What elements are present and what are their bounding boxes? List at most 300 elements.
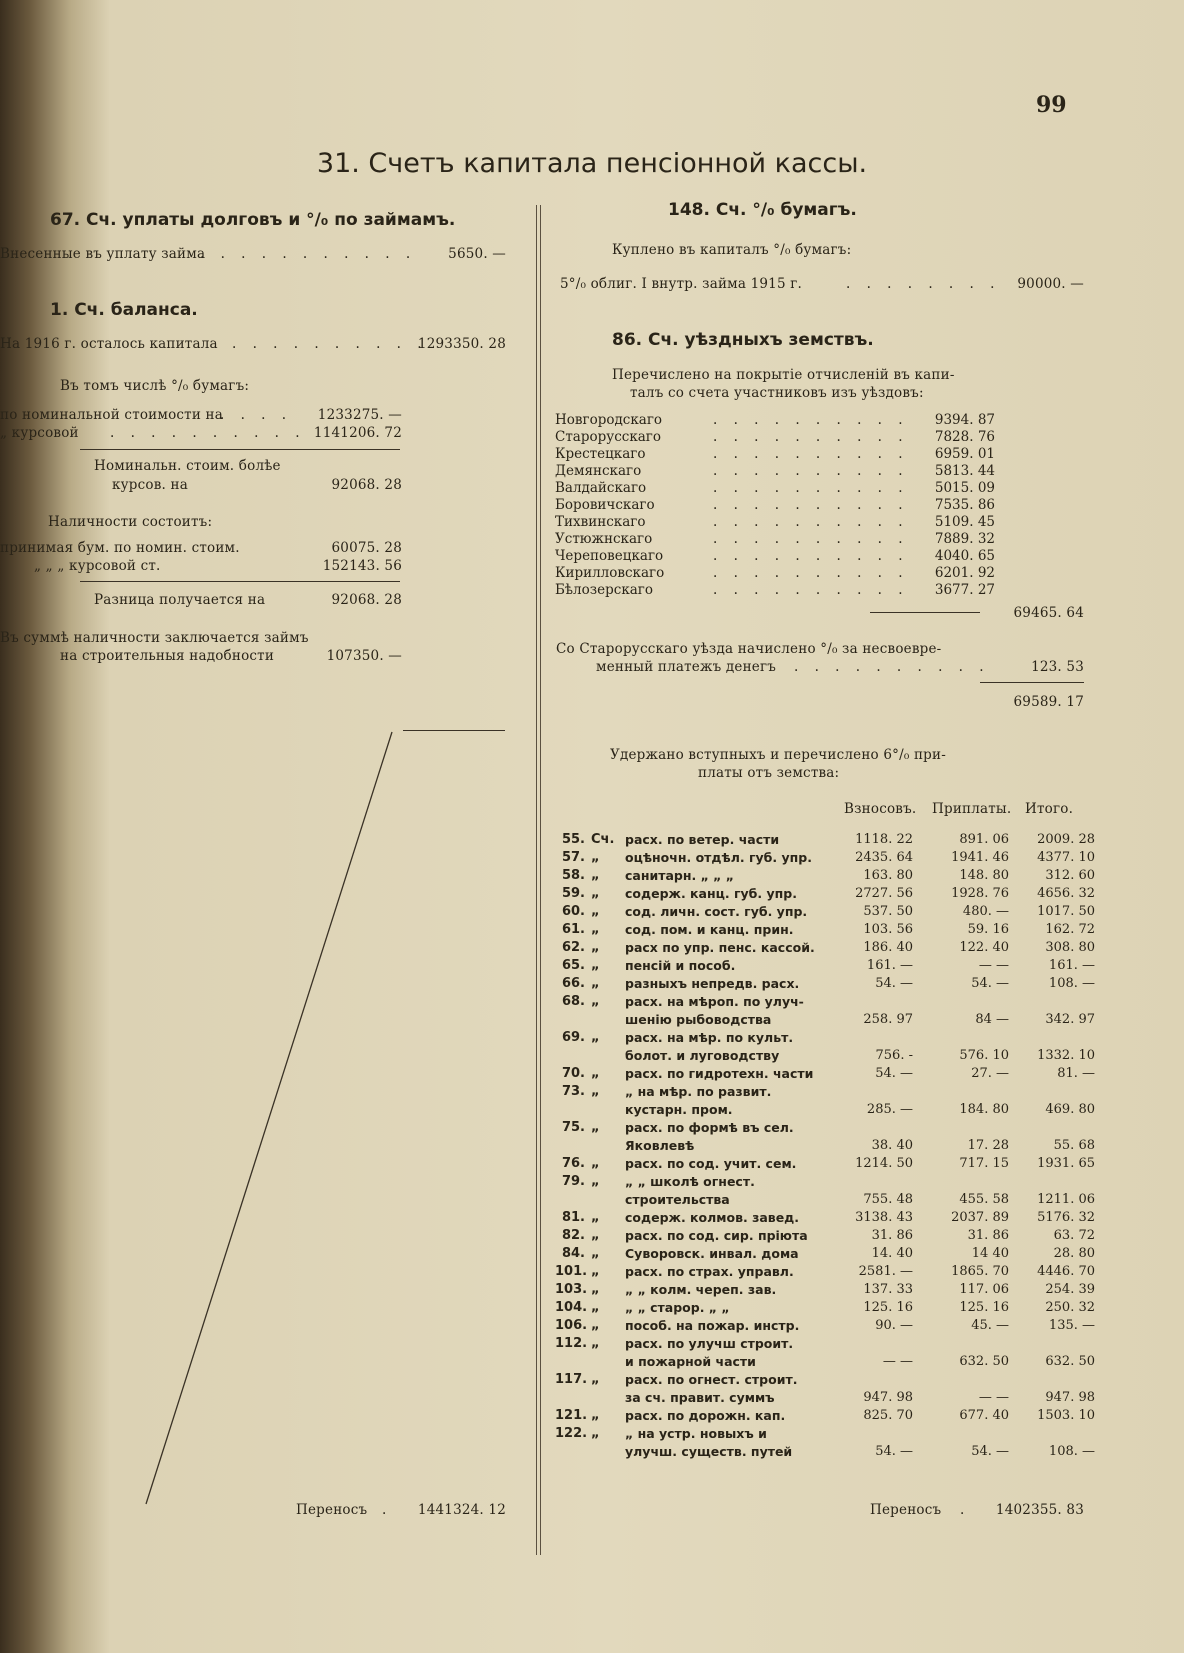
- account-description: Яковлевѣ: [625, 1138, 695, 1153]
- carry-value-right: 1402355. 83: [995, 1502, 1084, 1518]
- account-prefix: „: [591, 886, 600, 901]
- supplement-value: 677. 40: [959, 1408, 1009, 1423]
- zemstvo-row: [555, 463, 995, 480]
- total-value: 81. —: [1057, 1066, 1095, 1081]
- supplement-value: 1928. 76: [951, 886, 1009, 901]
- supplement-value: 17. 28: [967, 1138, 1009, 1153]
- contribution-value: 258. 97: [863, 1012, 913, 1027]
- account-prefix: „: [591, 904, 600, 919]
- contribution-value: 54. —: [875, 976, 913, 991]
- contribution-value: 125. 16: [863, 1300, 913, 1315]
- table-row: [555, 1246, 1095, 1264]
- zemstvo-row: [555, 514, 995, 531]
- zemstvo-name: Череповецкаго: [555, 548, 664, 564]
- zemstvo-value: 5109. 45: [934, 514, 995, 530]
- contribution-value: 755. 48: [863, 1192, 913, 1207]
- account-description: расх. по страх. управл.: [625, 1264, 794, 1279]
- col-header-contrib: Взносовъ.: [844, 801, 917, 817]
- supplement-value: 717. 15: [959, 1156, 1009, 1171]
- total-value: 469. 80: [1045, 1102, 1095, 1117]
- diff1-value: 92068. 28: [331, 477, 402, 493]
- table-row: [555, 976, 1095, 994]
- leader-dots: . . . . . . . . . .: [713, 412, 909, 428]
- account-description: шенію рыбоводства: [625, 1012, 772, 1027]
- leader-dots: . . . . . . . . . .: [794, 659, 990, 675]
- account-number: 81.: [561, 1210, 585, 1225]
- account-prefix: „: [591, 868, 600, 883]
- account-description: расх. по сод. сир. пріюта: [625, 1228, 808, 1243]
- account-description: расх. по гидротехн. части: [625, 1066, 814, 1081]
- account-prefix: „: [591, 1264, 600, 1279]
- account-prefix: „: [591, 1066, 600, 1081]
- total-value: 28. 80: [1053, 1246, 1095, 1261]
- table-row: [555, 1210, 1095, 1228]
- rule: [80, 581, 400, 582]
- contribution-value: 756. -: [875, 1048, 913, 1063]
- account-description: за сч. правит. суммъ: [625, 1390, 775, 1405]
- table-row: [555, 1084, 1095, 1120]
- account-prefix: „: [591, 1408, 600, 1423]
- supplement-value: 122. 40: [959, 940, 1009, 955]
- carry-dot-left: .: [382, 1502, 387, 1518]
- zemstvo-value: 7828. 76: [934, 429, 995, 445]
- account-prefix: „: [591, 1030, 600, 1045]
- page-title: 31. Счетъ капитала пенсіонной кассы.: [316, 148, 868, 179]
- account-prefix: „: [591, 1246, 600, 1261]
- table-row: [555, 904, 1095, 922]
- table-row: [555, 1120, 1095, 1156]
- table-row: [555, 1336, 1095, 1372]
- cash-course-label: „ „ „ курсовой ст.: [34, 558, 161, 574]
- nominal-value: 1233275. —: [317, 407, 402, 423]
- account-number: 84.: [561, 1246, 585, 1261]
- contribution-value: 54. —: [875, 1444, 913, 1459]
- contribution-value: 31. 86: [871, 1228, 913, 1243]
- supplement-value: — —: [978, 958, 1009, 973]
- account-number: 103.: [555, 1282, 588, 1297]
- table-row: [555, 1228, 1095, 1246]
- account-prefix: „: [591, 976, 600, 991]
- zemstvo-value: 4040. 65: [934, 548, 995, 564]
- zemstvo-name: Боровичскаго: [555, 497, 655, 513]
- contribution-value: 825. 70: [863, 1408, 913, 1423]
- account-number: 60.: [561, 904, 585, 919]
- account-prefix: „: [591, 1120, 600, 1135]
- account-description: расх. по формѣ въ сел.: [625, 1120, 794, 1135]
- table-row: [555, 886, 1095, 904]
- leader-dots: . . . . . . . . . .: [110, 425, 306, 441]
- account-number: 66.: [561, 976, 585, 991]
- account-description: „ „ колм. череп. зав.: [625, 1282, 777, 1297]
- account-prefix: „: [591, 1228, 600, 1243]
- loan-value: 107350. —: [326, 648, 402, 664]
- supplement-value: 27. —: [971, 1066, 1009, 1081]
- total-value: 1931. 65: [1037, 1156, 1095, 1171]
- zemstvo-row: [555, 565, 995, 582]
- total-value: 632. 50: [1045, 1354, 1095, 1369]
- account-number: 75.: [561, 1120, 585, 1135]
- contribution-value: 947. 98: [863, 1390, 913, 1405]
- account-prefix: „: [591, 1210, 600, 1225]
- account-description: Суворовск. инвал. дома: [625, 1246, 799, 1261]
- leader-dots: . . . . . . . . . .: [713, 531, 909, 547]
- nominal-label: по номинальной стоимости на: [0, 407, 223, 423]
- supplement-value: 1865. 70: [951, 1264, 1009, 1279]
- cancel-stroke: [140, 728, 400, 1508]
- account-prefix: „: [591, 1282, 600, 1297]
- zemstvo-name: Бѣлозерскаго: [555, 582, 654, 598]
- contribution-value: 285. —: [866, 1102, 913, 1117]
- leader-dots: . . . . . . . . . .: [713, 480, 909, 496]
- account-description: пенсій и пособ.: [625, 958, 736, 973]
- contribution-value: 186. 40: [863, 940, 913, 955]
- account-number: 101.: [555, 1264, 588, 1279]
- s67-heading: 67. Сч. уплаты долговъ и °/₀ по займамъ.: [50, 210, 456, 230]
- supplement-value: 31. 86: [967, 1228, 1009, 1243]
- col-header-supplement: Приплаты.: [932, 801, 1012, 817]
- contribution-value: 537. 50: [863, 904, 913, 919]
- s86-heading: 86. Сч. уѣздныхъ земствъ.: [612, 330, 874, 350]
- table-row: [555, 1264, 1095, 1282]
- account-description: содерж. колмов. завед.: [625, 1210, 800, 1225]
- table-row: [555, 1282, 1095, 1300]
- zemstvo-value: 6201. 92: [934, 565, 995, 581]
- zemstvo-value: 3677. 27: [934, 582, 995, 598]
- zemstvo-name: Устюжнскаго: [555, 531, 653, 547]
- account-description: улучш. существ. путей: [625, 1444, 793, 1459]
- cash-course-value: 152143. 56: [322, 558, 402, 574]
- s86-total: 69589. 17: [1013, 694, 1084, 710]
- table-row: [555, 1156, 1095, 1174]
- leader-dots: . . . . . . . . . .: [713, 565, 909, 581]
- rule: [80, 449, 400, 450]
- total-value: 135. —: [1048, 1318, 1095, 1333]
- zemstvo-row: [555, 548, 995, 565]
- s148-heading: 148. Сч. °/₀ бумагъ.: [668, 200, 857, 220]
- leader-dots: . . . . . . . . . .: [713, 463, 909, 479]
- account-prefix: „: [591, 1084, 600, 1099]
- table-row: [555, 1066, 1095, 1084]
- account-description: сод. личн. сост. губ. упр.: [625, 904, 808, 919]
- supplement-value: 117. 06: [959, 1282, 1009, 1297]
- account-number: 122.: [555, 1426, 588, 1441]
- total-value: 1211. 06: [1037, 1192, 1095, 1207]
- account-number: 73.: [561, 1084, 585, 1099]
- account-description: и пожарной части: [625, 1354, 756, 1369]
- contribution-value: 2581. —: [858, 1264, 913, 1279]
- zemstvo-value: 7535. 86: [934, 497, 995, 513]
- account-number: 121.: [555, 1408, 588, 1423]
- supplement-value: 54. —: [971, 1444, 1009, 1459]
- account-prefix: „: [591, 1426, 600, 1441]
- table-row: [555, 940, 1095, 958]
- contribution-value: 2727. 56: [855, 886, 913, 901]
- leader-dots: . . . . . . . .: [846, 276, 1001, 292]
- account-number: 58.: [561, 868, 585, 883]
- zemstvo-row: [555, 446, 995, 463]
- zemstvo-name: Тихвинскаго: [555, 514, 646, 530]
- column-divider-2: [540, 205, 541, 1555]
- account-description: „ на мѣр. по развит.: [625, 1084, 772, 1099]
- table-row: [555, 1174, 1095, 1210]
- leader-dots: . . . . . . . . . .: [713, 497, 909, 513]
- s1-heading: 1. Сч. баланса.: [50, 300, 198, 320]
- supplement-value: 480. —: [962, 904, 1009, 919]
- table-row: [555, 832, 1095, 850]
- zemstvo-name: Новгородскаго: [555, 412, 663, 428]
- supplement-value: 84 —: [975, 1012, 1009, 1027]
- penalty-line1: Со Старорусскаго уѣзда начислено °/₀ за несвоевре-: [556, 641, 942, 657]
- total-value: 250. 32: [1045, 1300, 1095, 1315]
- account-number: 117.: [555, 1372, 588, 1387]
- account-description: кустарн. пром.: [625, 1102, 733, 1117]
- carry-dot-right: .: [960, 1502, 965, 1518]
- cash-nom-value: 60075. 28: [331, 540, 402, 556]
- account-prefix: „: [591, 940, 600, 955]
- leader-dots: . . . . . . . . . .: [232, 336, 428, 352]
- account-number: 79.: [561, 1174, 585, 1189]
- total-value: 308. 80: [1045, 940, 1095, 955]
- diff1-line1: Номинальн. стоим. болѣе: [94, 458, 281, 474]
- table-row: [555, 1372, 1095, 1408]
- table-row: [555, 1300, 1095, 1318]
- zemstvo-name: Кирилловскаго: [555, 565, 665, 581]
- total-value: 342. 97: [1045, 1012, 1095, 1027]
- contribution-value: 54. —: [875, 1066, 913, 1081]
- account-prefix: „: [591, 1156, 600, 1171]
- account-prefix: „: [591, 850, 600, 865]
- account-prefix: „: [591, 1372, 600, 1387]
- column-divider: [536, 205, 537, 1555]
- total-value: 2009. 28: [1037, 832, 1095, 847]
- account-description: „ на устр. новыхъ и: [625, 1426, 767, 1441]
- account-description: расх. по ветер. части: [625, 832, 780, 847]
- total-value: 63. 72: [1053, 1228, 1095, 1243]
- s67-line-label: Внесенные въ уплату займа: [0, 246, 206, 262]
- zemstvo-name: Валдайскаго: [555, 480, 647, 496]
- account-prefix: „: [591, 1300, 600, 1315]
- supplement-value: — —: [978, 1390, 1009, 1405]
- total-value: 1332. 10: [1037, 1048, 1095, 1063]
- contribution-value: 163. 80: [863, 868, 913, 883]
- carry-label-left: Переносъ: [296, 1502, 368, 1518]
- withheld-line1: Удержано вступныхъ и перечислено 6°/₀ при-: [610, 747, 946, 763]
- s148-line-value: 90000. —: [1017, 276, 1084, 292]
- course-value: 1141206. 72: [313, 425, 402, 441]
- s148-line-label: 5°/₀ облиг. I внутр. займа 1915 г.: [560, 276, 802, 292]
- supplement-value: 14 40: [971, 1246, 1009, 1261]
- supplement-value: 576. 10: [959, 1048, 1009, 1063]
- supplement-value: 148. 80: [959, 868, 1009, 883]
- contribution-value: — —: [882, 1354, 913, 1369]
- s1-line-label: На 1916 г. осталось капитала: [0, 336, 218, 352]
- account-number: 59.: [561, 886, 585, 901]
- contribution-value: 38. 40: [871, 1138, 913, 1153]
- supplement-value: 632. 50: [959, 1354, 1009, 1369]
- account-number: 82.: [561, 1228, 585, 1243]
- leader-dots: . . . . . . . . . .: [713, 582, 909, 598]
- incl-heading: Въ томъ числѣ °/₀ бумагъ:: [60, 378, 250, 394]
- account-prefix: „: [591, 994, 600, 1009]
- account-number: 69.: [561, 1030, 585, 1045]
- account-number: 62.: [561, 940, 585, 955]
- total-value: 4656. 32: [1037, 886, 1095, 901]
- course-label: „ курсовой: [0, 425, 79, 441]
- table-row: [555, 850, 1095, 868]
- account-prefix: Сч.: [591, 832, 615, 847]
- contribution-value: 161. —: [866, 958, 913, 973]
- zemstvo-name: Старорусскаго: [555, 429, 662, 445]
- carry-label-right: Переносъ: [870, 1502, 942, 1518]
- account-number: 61.: [561, 922, 585, 937]
- account-prefix: „: [591, 1336, 600, 1351]
- zemstvo-value: 6959. 01: [934, 446, 995, 462]
- account-description: пособ. на пожар. инстр.: [625, 1318, 800, 1333]
- supplement-value: 455. 58: [959, 1192, 1009, 1207]
- total-value: 55. 68: [1053, 1138, 1095, 1153]
- leader-dots: . . . . . . . . . .: [713, 548, 909, 564]
- diff2-value: 92068. 28: [331, 592, 402, 608]
- contribution-value: 1214. 50: [855, 1156, 913, 1171]
- account-description: болот. и луговодству: [625, 1048, 780, 1063]
- total-value: 161. —: [1048, 958, 1095, 973]
- account-description: расх. на мѣр. по культ.: [625, 1030, 794, 1045]
- account-description: „ „ школѣ огнест.: [625, 1174, 755, 1189]
- leader-dots: . . . . . . . . . . .: [200, 246, 417, 262]
- loan-line2: на строительныя надобности: [60, 648, 275, 664]
- s86-sub-line2: талъ со счета участниковъ изъ уѣздовъ:: [630, 385, 924, 401]
- zemstvo-value: 5813. 44: [934, 463, 995, 479]
- leader-dots: . . . . . . . . . .: [713, 514, 909, 530]
- zemstvo-row: [555, 582, 995, 599]
- total-value: 108. —: [1048, 1444, 1095, 1459]
- total-value: 947. 98: [1045, 1390, 1095, 1405]
- loan-line1: Въ суммѣ наличности заключается займъ: [0, 630, 309, 646]
- supplement-value: 125. 16: [959, 1300, 1009, 1315]
- diff2-label: Разница получается на: [94, 592, 266, 608]
- s1-line-value: 1293350. 28: [417, 336, 506, 352]
- rule: [403, 730, 505, 731]
- account-number: 70.: [561, 1066, 585, 1081]
- zemstvo-value: 5015. 09: [934, 480, 995, 496]
- account-number: 112.: [555, 1336, 588, 1351]
- contribution-value: 90. —: [875, 1318, 913, 1333]
- account-description: сод. пом. и канц. прин.: [625, 922, 794, 937]
- total-value: 108. —: [1048, 976, 1095, 991]
- contribution-value: 2435. 64: [855, 850, 913, 865]
- table-row: [555, 1408, 1095, 1426]
- zemstvo-name: Демянскаго: [555, 463, 642, 479]
- total-value: 4446. 70: [1037, 1264, 1095, 1279]
- table-row: [555, 868, 1095, 886]
- account-prefix: „: [591, 1318, 600, 1333]
- account-number: 104.: [555, 1300, 588, 1315]
- account-description: „ „ старор. „ „: [625, 1300, 730, 1315]
- account-prefix: „: [591, 958, 600, 973]
- cash-heading: Наличности состоитъ:: [48, 514, 213, 530]
- supplement-value: 54. —: [971, 976, 1009, 991]
- table-row: [555, 1030, 1095, 1066]
- carry-value-left: 1441324. 12: [417, 1502, 506, 1518]
- account-number: 68.: [561, 994, 585, 1009]
- account-description: содерж. канц. губ. упр.: [625, 886, 797, 901]
- contribution-value: 3138. 43: [855, 1210, 913, 1225]
- contribution-value: 14. 40: [871, 1246, 913, 1261]
- supplement-value: 1941. 46: [951, 850, 1009, 865]
- table-row: [555, 1318, 1095, 1336]
- s86-subtotal: 69465. 64: [1013, 605, 1084, 621]
- table-row: [555, 994, 1095, 1030]
- total-value: 1503. 10: [1037, 1408, 1095, 1423]
- zemstvo-value: 9394. 87: [934, 412, 995, 428]
- zemstvo-row: [555, 497, 995, 514]
- account-number: 55.: [561, 832, 585, 847]
- table-row: [555, 958, 1095, 976]
- supplement-value: 59. 16: [967, 922, 1009, 937]
- account-number: 65.: [561, 958, 585, 973]
- penalty-line2: менный платежъ денегъ: [596, 659, 777, 675]
- account-description: расх. по дорожн. кап.: [625, 1408, 786, 1423]
- account-description: расх. на мѣроп. по улуч-: [625, 994, 804, 1009]
- account-description: расх по упр. пенс. кассой.: [625, 940, 815, 955]
- supplement-value: 891. 06: [959, 832, 1009, 847]
- supplement-value: 2037. 89: [951, 1210, 1009, 1225]
- contribution-value: 137. 33: [863, 1282, 913, 1297]
- supplement-value: 45. —: [971, 1318, 1009, 1333]
- account-number: 57.: [561, 850, 585, 865]
- account-description: оцѣночн. отдѣл. губ. упр.: [625, 850, 812, 865]
- leader-dots: . . . .: [220, 407, 293, 423]
- contribution-value: 103. 56: [863, 922, 913, 937]
- zemstvo-name: Крестецкаго: [555, 446, 646, 462]
- account-description: строительства: [625, 1192, 730, 1207]
- total-value: 254. 39: [1045, 1282, 1095, 1297]
- table-row: [555, 922, 1095, 940]
- s148-sub: Куплено въ капиталъ °/₀ бумагъ:: [612, 242, 852, 258]
- penalty-value: 123. 53: [1031, 659, 1084, 675]
- s67-line-value: 5650. —: [448, 246, 506, 262]
- account-description: санитарн. „ „ „: [625, 868, 734, 883]
- total-value: 162. 72: [1045, 922, 1095, 937]
- account-description: расх. по сод. учит. сем.: [625, 1156, 797, 1171]
- account-description: расх. по улучш строит.: [625, 1336, 794, 1351]
- account-number: 106.: [555, 1318, 588, 1333]
- account-description: разныхъ непредв. расх.: [625, 976, 800, 991]
- leader-dots: . . . . . . . . . .: [713, 429, 909, 445]
- account-prefix: „: [591, 922, 600, 937]
- account-prefix: „: [591, 1174, 600, 1189]
- supplement-value: 184. 80: [959, 1102, 1009, 1117]
- total-value: 312. 60: [1045, 868, 1095, 883]
- account-number: 76.: [561, 1156, 585, 1171]
- zemstvo-row: [555, 412, 995, 429]
- cash-nom-label: принимая бум. по номин. стоим.: [0, 540, 240, 556]
- zemstvo-row: [555, 480, 995, 497]
- s86-sub-line1: Перечислено на покрытіе отчисленій въ капи-: [612, 367, 955, 383]
- total-value: 4377. 10: [1037, 850, 1095, 865]
- account-description: расх. по огнест. строит.: [625, 1372, 798, 1387]
- total-value: 5176. 32: [1037, 1210, 1095, 1225]
- col-header-total: Итого.: [1025, 801, 1074, 817]
- zemstvo-row: [555, 531, 995, 548]
- total-value: 1017. 50: [1037, 904, 1095, 919]
- leader-dots: . . . . . . . . . .: [713, 446, 909, 462]
- zemstvo-row: [555, 429, 995, 446]
- contribution-value: 1118. 22: [855, 832, 913, 847]
- table-row: [555, 1426, 1095, 1462]
- page-number: 99: [1036, 92, 1067, 118]
- rule: [980, 682, 1084, 683]
